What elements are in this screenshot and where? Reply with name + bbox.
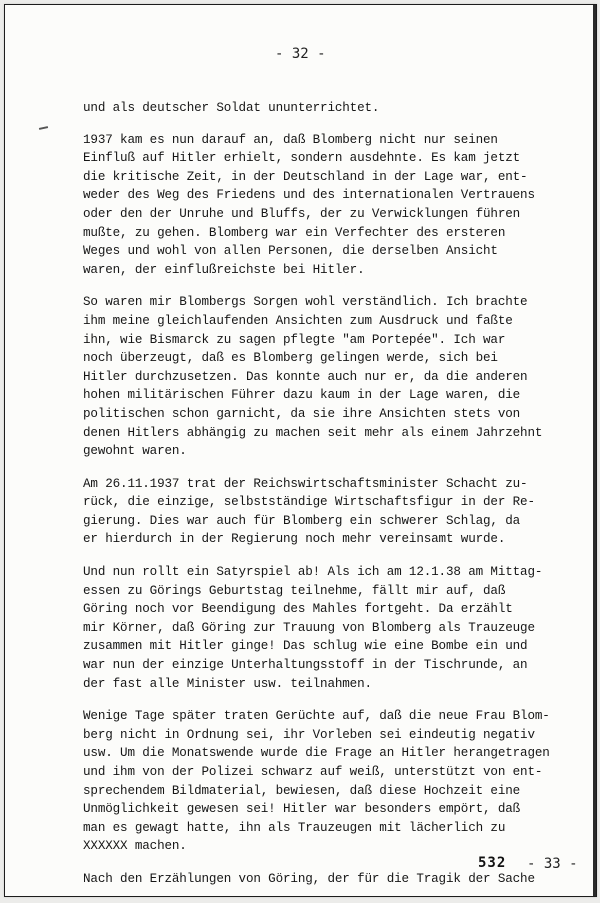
- paragraph-6: Wenige Tage später traten Gerüchte auf, daß die neue Frau Blom- berg nicht in Ordnung sei, ihr Vorleben sei eindeutig negativ usw. Um die Monatswende wurde die Frage an Hitler herangetragen und ihm von der Polizei schwarz auf weiß, unterstützt von ent- sprechendem Bildmaterial, bewiesen, daß diese Hochzeit eine Unmöglichkeit gewesen sei! Hitler war besonders empört, daß man es gewagt hatte, ihn als Trauzeugen mit lächerlich zu XXXXXX machen.: [83, 709, 550, 854]
- document-body: [83, 99, 583, 903]
- scan-edge: [593, 5, 596, 896]
- margin-mark: [39, 126, 48, 130]
- document-page: [4, 4, 597, 897]
- paragraph-4: Am 26.11.1937 trat der Reichswirtschaftsminister Schacht zu- rück, die einzige, selbstständige Wirtschaftsfigur in der Re- gierung. Dies war auch für Blomberg ein schwerer Schlag, da er hierdurch in der Regierung noch mehr vereinsamt wurde.: [83, 476, 535, 547]
- paragraph-7: Nach den Erzählungen von Göring, der für die Tragik der Sache: [83, 871, 535, 886]
- paragraph-2: 1937 kam es nun darauf an, daß Blomberg nicht nur seinen Einfluß auf Hitler erhielt, sondern ausdehnte. Es kam jetzt die kritische Zeit, in der Deutschland in der Lage war, ent- weder des Weg des Friedens und des internationalen Vertrauens oder den der Unruhe und Bluffs, der zu Verwicklungen führen mußte, zu gehen. Blomberg war ein Verfechter des ersteren Weges und wohl von allen Personen, die derselben Ansicht waren, der einflußreichste bei Hitler.: [83, 132, 535, 277]
- archive-stamp-number: 532: [478, 855, 507, 871]
- page-number-footer: - 33 -: [527, 856, 578, 872]
- paragraph-5: Und nun rollt ein Satyrspiel ab! Als ich am 12.1.38 am Mittag- essen zu Görings Geburtstag teilnehme, fällt mir auf, daß Göring noch vor Beendigung des Mahles fortgeht. Da erzählt mir Körner, daß Göring zur Trauung von Blomberg als Trauzeuge zusammen mit Hitler ginge! Das schlug wie eine Bombe ein und war nun der einzige Unterhaltungsstoff in der Tischrunde, an der fast alle Minister usw. teilnahmen.: [83, 565, 543, 691]
- paragraph-1: und als deutscher Soldat ununterrichtet.: [83, 101, 380, 115]
- page-number-header: - 32 -: [275, 46, 326, 62]
- paragraph-3: So waren mir Blombergs Sorgen wohl verständlich. Ich brachte ihm meine gleichlaufenden Ansichten zum Ausdruck und faßte ihn, wie Bismarck zu sagen pflegte "am Portepée". Ich war noch überzeugt, daß es Blomberg gelingen werde, sich bei Hitler durchzusetzen. Das konnte auch nur er, da die anderen hohen militärischen Führer dazu kaum in der Lage waren, die politischen schon garnicht, da sie ihre Ansichten stets von denen Hitlers abhängig zu machen seit mehr als einem Jahrzehnt gewohnt waren.: [83, 295, 543, 459]
